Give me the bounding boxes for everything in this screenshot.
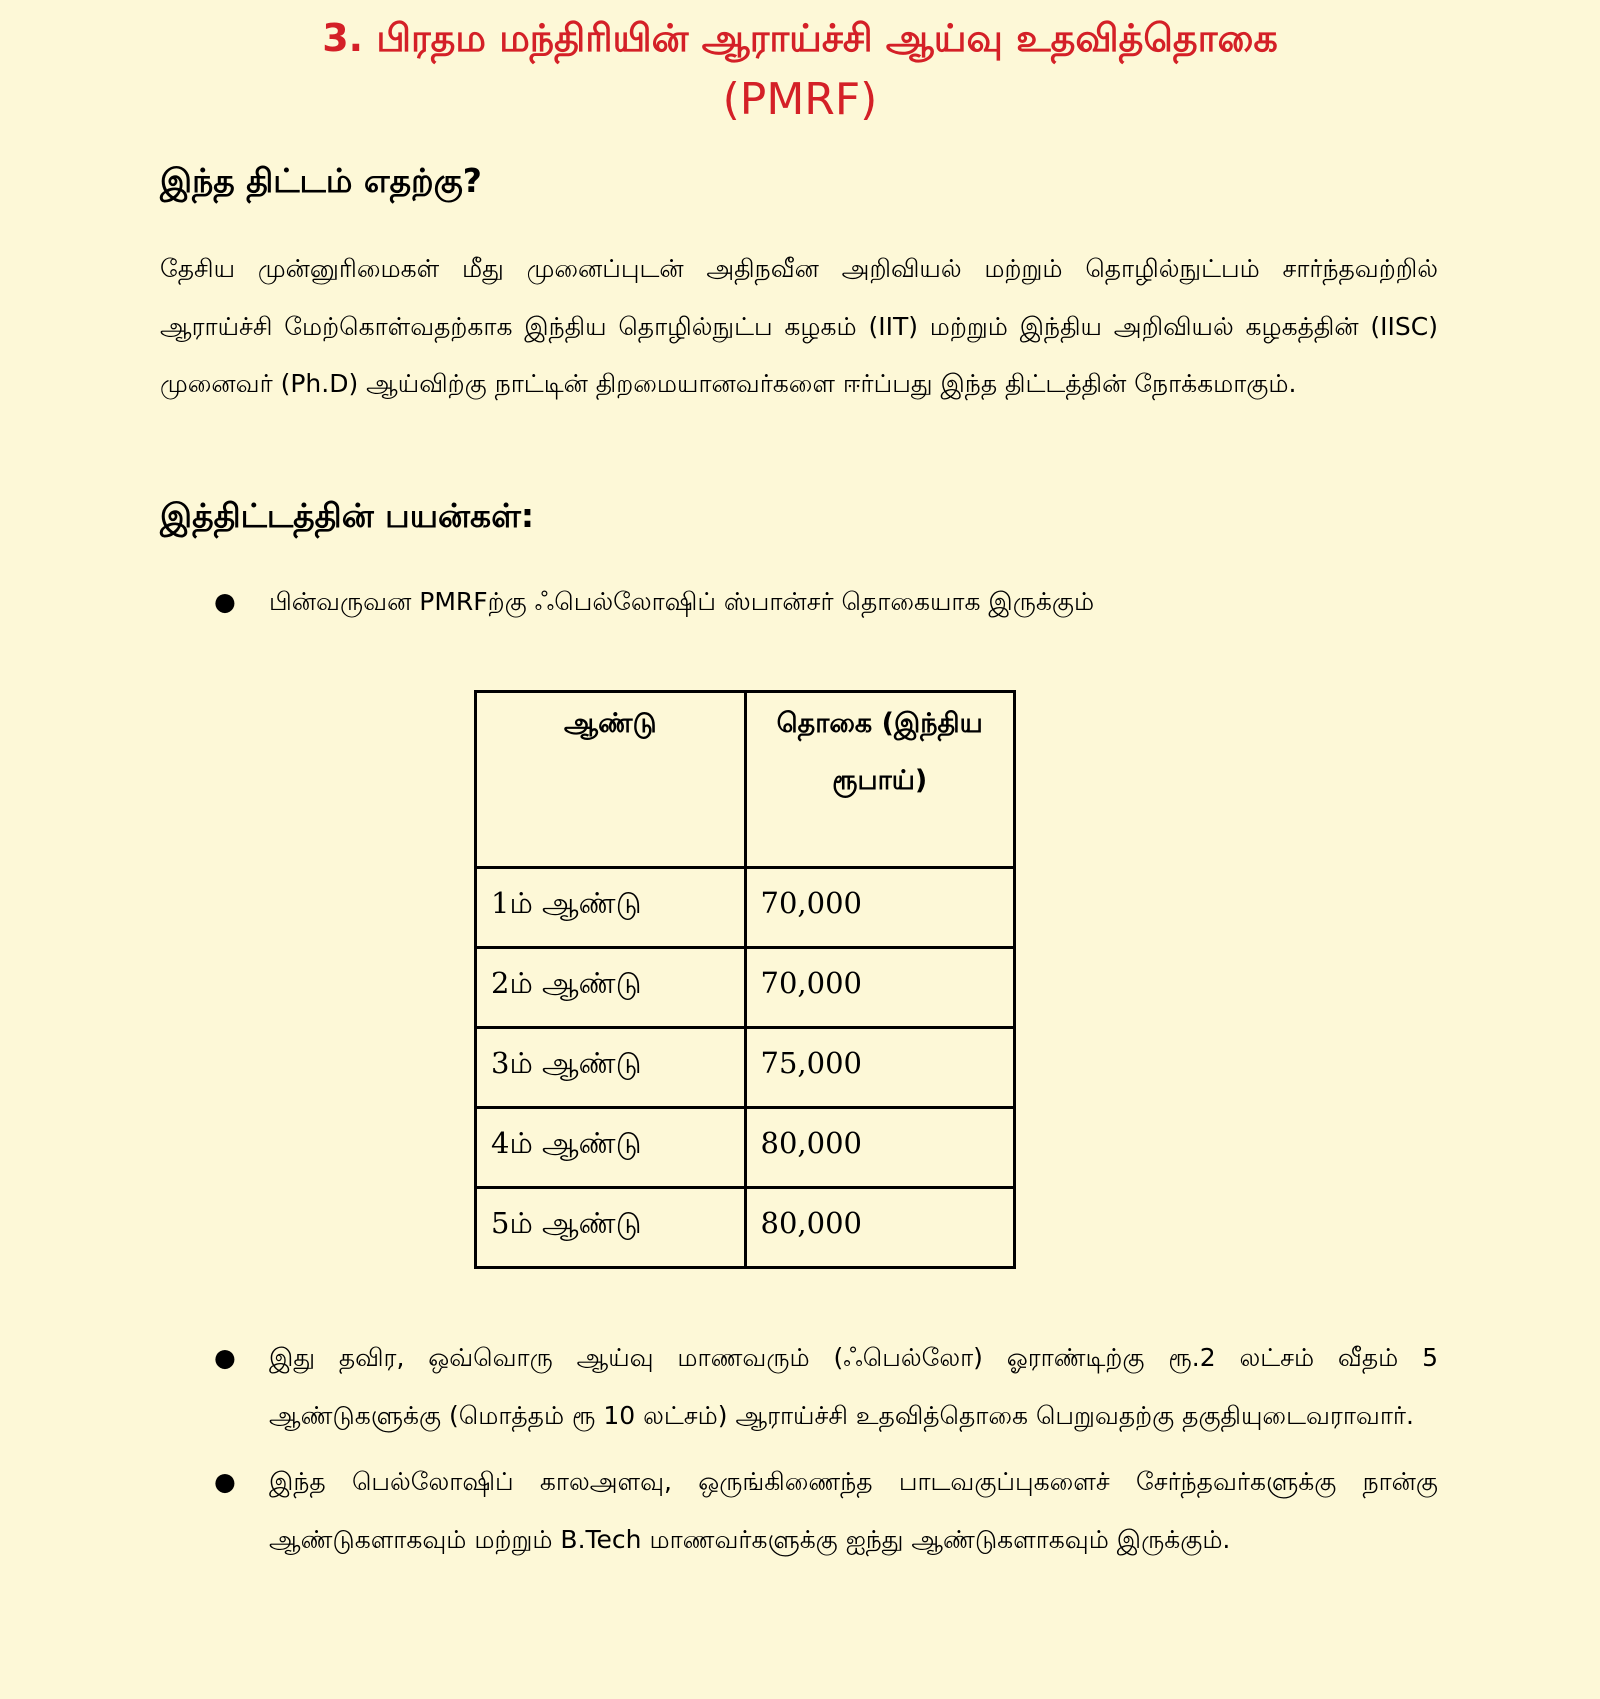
purpose-heading: இந்த திட்டம் எதற்கு? (160, 161, 482, 200)
cell-year: 3ம் ஆண்டு (476, 1028, 746, 1108)
cell-amount: 70,000 (745, 948, 1015, 1028)
cell-amount: 75,000 (745, 1028, 1015, 1108)
table-row (476, 948, 1015, 1028)
list-item (214, 1453, 1438, 1568)
cell-amount: 80,000 (745, 1108, 1015, 1188)
list-item-text: இந்த பெல்லோஷிப் காலஅளவு, ஒருங்கிணைந்த பாடவகுப்புகளைச் சேர்ந்தவர்களுக்கு நான்கு ஆண்டுகளாகவும் மற்றும் B.Tech மாணவர்களுக்கு ஐந்து ஆண்டுகளாகவும் இருக்கும். (269, 1467, 1438, 1554)
page-subtitle: (PMRF) (722, 74, 878, 125)
cell-year: 2ம் ஆண்டு (476, 948, 746, 1028)
table-header-row (476, 692, 1015, 868)
cell-year: 1ம் ஆண்டு (476, 868, 746, 948)
table-row (476, 1028, 1015, 1108)
cell-year: 4ம் ஆண்டு (476, 1108, 746, 1188)
list-item-text: இது தவிர, ஒவ்வொரு ஆய்வு மாணவரும் (ஃபெல்லோ) ஓராண்டிற்கு ரூ.2 லட்சம் வீதம் 5 ஆண்டுகளுக்கு (மொத்தம் ரூ 10 லட்சம்) ஆராய்ச்சி உதவித்தொகை பெறுவதற்கு தகுதியுடைவராவார். (269, 1343, 1438, 1430)
benefits-list (214, 1329, 1438, 1568)
bullet-icon: ● (214, 587, 236, 616)
table-row (476, 868, 1015, 948)
cell-year: 5ம் ஆண்டு (476, 1188, 746, 1268)
table-row (476, 1108, 1015, 1188)
fellowship-amount-table (474, 690, 1016, 1269)
purpose-paragraph: தேசிய முன்னுரிமைகள் மீது முனைப்புடன் அதிநவீன அறிவியல் மற்றும் தொழில்நுட்பம் சார்ந்தவற்றில் ஆராய்ச்சி மேற்கொள்வதற்காக இந்திய தொழில்நுட்ப கழகம் (IIT) மற்றும் இந்திய அறிவியல் கழகத்தின் (IISC) முனைவர் (Ph.D) ஆய்விற்கு நாட்டின் திறமையானவர்களை ஈர்ப்பது இந்த திட்டத்தின் நோக்கமாகும். (160, 254, 1438, 398)
list-item (214, 1329, 1438, 1444)
bullet-icon: ● (214, 1343, 236, 1372)
bullet-icon: ● (214, 1467, 236, 1496)
column-header-amount: தொகை (இந்திய ரூபாய்) (745, 692, 1015, 868)
table-row (476, 1188, 1015, 1268)
cell-amount: 80,000 (745, 1188, 1015, 1268)
list-item-text: பின்வருவன PMRFற்கு ஃபெல்லோஷிப் ஸ்பான்சர் தொகையாக இருக்கும் (269, 587, 1095, 616)
benefits-heading: இத்திட்டத்தின் பயன்கள்: (160, 496, 535, 535)
column-header-year: ஆண்டு (476, 692, 746, 868)
cell-amount: 70,000 (745, 868, 1015, 948)
list-item (214, 573, 1438, 631)
benefits-list-intro (214, 573, 1438, 631)
page-title: 3. பிரதம மந்திரியின் ஆராய்ச்சி ஆய்வு உதவித்தொகை (322, 16, 1278, 60)
